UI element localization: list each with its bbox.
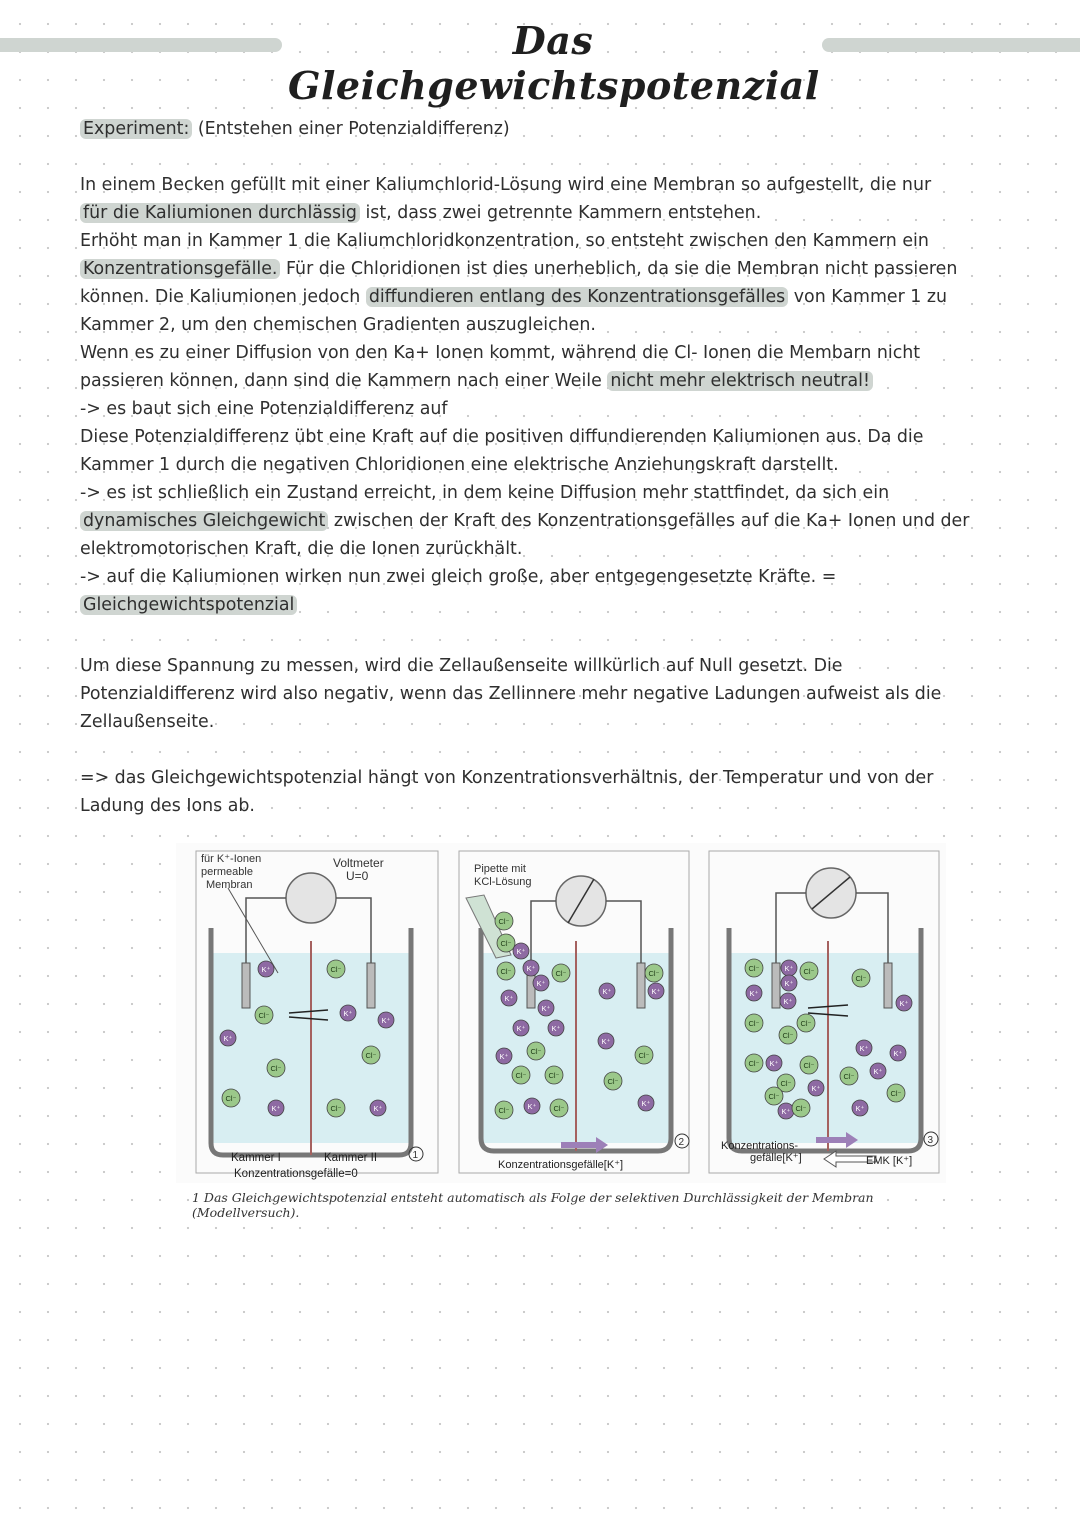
panel-1-membrane-label-3: Membran [206,879,253,891]
potassium-ion-label: K⁺ [783,997,793,1006]
chloride-ion-label: Cl⁻ [225,1094,237,1103]
potassium-ion-label: K⁺ [381,1016,391,1025]
p1-line-2 [80,199,1015,227]
panel-1-voltmeter [286,873,336,923]
panel-1-membrane-label-2: permeable [201,866,253,878]
p1-line-8-start: passieren können, dann sind die Kammern nach einer Weile [80,371,608,391]
p2-line-3: Zellaußenseite. [80,712,215,732]
highlight-konzentrationsgefaelle: Konzentrationsgefälle. [80,259,280,279]
chloride-ion-label: Cl⁻ [803,967,815,976]
potassium-ion-label: K⁺ [893,1049,903,1058]
potassium-ion-label: K⁺ [499,1052,509,1061]
chloride-ion-label: Cl⁻ [555,969,567,978]
panel-3-gradient-label-2: gefälle[K⁺] [750,1152,802,1164]
potassium-ion-label: K⁺ [261,965,271,974]
highlight-gleichgewichtspotenzial: Gleichgewichtspotenzial [80,595,297,615]
p1-line-2-rest: ist, dass zwei getrennte Kammern entstehen. [359,203,762,223]
potassium-ion-label: K⁺ [651,987,661,996]
chloride-ion-label: Cl⁻ [553,1104,565,1113]
paragraph-2 [80,652,1015,736]
title-decoration-right [822,38,1080,52]
panel-1-electrode-left [242,963,250,1008]
p1-line-1: In einem Becken gefüllt mit einer Kaliumchlorid-Lösung wird eine Membran so aufgestellt, die nur [80,175,932,195]
page-title: Das Gleichgewichtspotenzial [288,18,820,108]
p1-line-14: elektromotorischen Kraft, die die Ionen zurückhält. [80,539,523,559]
p1-line-13 [80,507,1015,535]
chloride-ion-label: Cl⁻ [855,974,867,983]
paragraph-3 [80,764,1015,820]
experiment-figure [176,843,946,1183]
figure-svg [176,843,946,1183]
chloride-ion-label: Cl⁻ [365,1051,377,1060]
p1-line-4 [80,255,1015,283]
potassium-ion-label: K⁺ [781,1107,791,1116]
p1-line-9: -> es baut sich eine Potenzialdifferenz auf [80,399,448,419]
chloride-ion-label: Cl⁻ [498,1106,510,1115]
chloride-ion-label: Cl⁻ [748,1019,760,1028]
chloride-ion-label: Cl⁻ [782,1031,794,1040]
p3-line-1: => das Gleichgewichtspotenzial hängt von Konzentrationsverhältnis, der Temperatur und von der [80,768,934,788]
chloride-ion-label: Cl⁻ [890,1089,902,1098]
p1-line-5-start: können. Die Kaliumionen jedoch [80,287,366,307]
potassium-ion-label: K⁺ [551,1024,561,1033]
potassium-ion-label: K⁺ [811,1084,821,1093]
p1-line-5-end: von Kammer 1 zu [788,287,948,307]
chloride-ion-label: Cl⁻ [500,939,512,948]
chloride-ion-label: Cl⁻ [498,917,510,926]
potassium-ion-label: K⁺ [516,947,526,956]
potassium-ion-label: K⁺ [641,1099,651,1108]
panel-1-membrane-label-1: für K⁺-Ionen [201,853,262,865]
experiment-heading [80,115,1015,143]
p1-line-15: -> auf die Kaliumionen wirken nun zwei gleich große, aber entgegengesetzte Kräfte. = [80,567,837,587]
panel-1-kammer-1: Kammer I [231,1152,281,1164]
experiment-label: Experiment: [80,119,192,139]
chloride-ion-label: Cl⁻ [330,1104,342,1113]
panel-2-gradient-label: Konzentrationsgefälle[K⁺] [498,1159,624,1171]
panel-1-kammer-2: Kammer II [324,1152,378,1164]
panel-1-electrode-right [367,963,375,1008]
panel-1-gradient-label: Konzentrationsgefälle=0 [234,1168,358,1180]
potassium-ion-label: K⁺ [536,979,546,988]
potassium-ion-label: K⁺ [271,1104,281,1113]
p1-line-16 [80,591,1015,619]
panel-2-pipette-label-1: Pipette mit [474,863,526,875]
panel-2-electrode-right [637,963,645,1008]
chloride-ion-label: Cl⁻ [795,1104,807,1113]
panel-3-electrode-right [884,963,892,1008]
panel-3-emk-label: EMK [K⁺] [866,1155,913,1167]
highlight-gleichgewicht: dynamisches Gleichgewicht [80,511,328,531]
panel-3-number: 3 [927,1135,934,1146]
chloride-ion-label: Cl⁻ [648,969,660,978]
p1-line-8 [80,367,1015,395]
chloride-ion-label: Cl⁻ [748,1059,760,1068]
p2-line-2: Potenzialdifferenz wird also negativ, wenn das Zellinnere mehr negative Ladungen aufweist als die [80,684,942,704]
potassium-ion-label: K⁺ [873,1067,883,1076]
potassium-ion-label: K⁺ [373,1104,383,1113]
chloride-ion-label: Cl⁻ [530,1047,542,1056]
panel-3-electrode-left [772,963,780,1008]
potassium-ion-label: K⁺ [601,1037,611,1046]
p3-line-2: Ladung des Ions ab. [80,796,255,816]
highlight-neutral: nicht mehr elektrisch neutral! [607,371,873,391]
potassium-ion-label: K⁺ [749,989,759,998]
chloride-ion-label: Cl⁻ [843,1072,855,1081]
potassium-ion-label: K⁺ [769,1059,779,1068]
chloride-ion-label: Cl⁻ [780,1079,792,1088]
p1-line-5 [80,283,1015,311]
title-decoration-left [0,38,282,52]
potassium-ion-label: K⁺ [526,964,536,973]
p1-line-10: Diese Potenzialdifferenz übt eine Kraft auf die positiven diffundierenden Kaliumionen aus. Da die [80,427,924,447]
panel-1-voltmeter-label: Voltmeter [333,856,384,870]
potassium-ion-label: K⁺ [899,999,909,1008]
paragraph-1 [80,171,1015,619]
potassium-ion-label: K⁺ [223,1034,233,1043]
panel-3-gradient-label-1: Konzentrations- [721,1140,799,1152]
p1-line-11: Kammer 1 durch die negativen Chloridionen eine elektrische Anziehungskraft darstellt. [80,455,839,475]
potassium-ion-label: K⁺ [527,1102,537,1111]
p1-line-4-rest: Für die Chloridionen ist dies unerheblich, da sie die Membran nicht passieren [280,259,958,279]
potassium-ion-label: K⁺ [784,964,794,973]
potassium-ion-label: K⁺ [859,1044,869,1053]
potassium-ion-label: K⁺ [504,994,514,1003]
potassium-ion-label: K⁺ [784,979,794,988]
panel-1-voltage-label: U=0 [346,869,369,883]
chloride-ion-label: Cl⁻ [803,1061,815,1070]
highlight-diffundieren: diffundieren entlang des Konzentrationsgefälles [366,287,788,307]
p1-line-6: Kammer 2, um den chemischen Gradienten auszugleichen. [80,315,596,335]
p2-line-1: Um diese Spannung zu messen, wird die Zellaußenseite willkürlich auf Null gesetzt. Die [80,656,843,676]
experiment-subtitle: (Entstehen einer Potenzialdifferenz) [197,119,510,139]
chloride-ion-label: Cl⁻ [515,1071,527,1080]
panel-2-pipette-label-2: KCl-Lösung [474,876,532,888]
panel-1-number: 1 [412,1150,419,1161]
chloride-ion-label: Cl⁻ [258,1011,270,1020]
highlight-durchlaessig: für die Kaliumionen durchlässig [80,203,360,223]
potassium-ion-label: K⁺ [855,1104,865,1113]
potassium-ion-label: K⁺ [516,1024,526,1033]
chloride-ion-label: Cl⁻ [800,1019,812,1028]
potassium-ion-label: K⁺ [541,1004,551,1013]
p1-line-12: -> es ist schließlich ein Zustand erreicht, in dem keine Diffusion mehr stattfindet, da sich ein [80,483,890,503]
chloride-ion-label: Cl⁻ [638,1051,650,1060]
figure-caption: 1 Das Gleichgewichtspotenzial entsteht automatisch als Folge der selektiven Durchlässigkeit der Membran (Modellversuch). [192,1190,874,1220]
chloride-ion-label: Cl⁻ [270,1064,282,1073]
p1-line-13-rest: zwischen der Kraft des Konzentrationsgefälles auf die Ka+ Ionen und der [328,511,970,531]
potassium-ion-label: K⁺ [602,987,612,996]
p1-line-3: Erhöht man in Kammer 1 die Kaliumchloridkonzentration, so entsteht zwischen den Kammern ein [80,231,929,251]
p1-line-7: Wenn es zu einer Diffusion von den Ka+ Ionen kommt, während die Cl- Ionen die Membarn nicht [80,343,921,363]
chloride-ion-label: Cl⁻ [500,967,512,976]
potassium-ion-label: K⁺ [343,1009,353,1018]
chloride-ion-label: Cl⁻ [330,965,342,974]
chloride-ion-label: Cl⁻ [748,964,760,973]
chloride-ion-label: Cl⁻ [607,1077,619,1086]
chloride-ion-label: Cl⁻ [768,1092,780,1101]
chloride-ion-label: Cl⁻ [548,1071,560,1080]
panel-2-number: 2 [678,1137,685,1148]
